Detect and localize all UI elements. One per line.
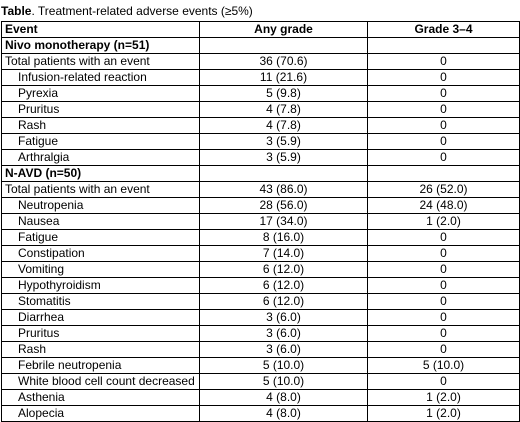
grade-3-4-cell: 0 <box>368 102 520 118</box>
grade-3-4-cell: 24 (48.0) <box>368 198 520 214</box>
event-cell: Stomatitis <box>2 294 200 310</box>
header-any-grade: Any grade <box>200 22 368 38</box>
any-grade-cell: 4 (8.0) <box>200 406 368 422</box>
section-title: Nivo monotherapy (n=51) <box>2 38 200 54</box>
table-row <box>2 214 520 230</box>
header-event: Event <box>2 22 200 38</box>
event-cell: Fatigue <box>2 134 200 150</box>
any-grade-cell: 3 (5.9) <box>200 150 368 166</box>
any-grade-cell: 11 (21.6) <box>200 70 368 86</box>
event-cell: Asthenia <box>2 390 200 406</box>
grade-3-4-cell: 26 (52.0) <box>368 182 520 198</box>
adverse-events-table <box>1 21 520 422</box>
any-grade-cell: 4 (8.0) <box>200 390 368 406</box>
any-grade-cell: 3 (6.0) <box>200 310 368 326</box>
any-grade-cell: 6 (12.0) <box>200 294 368 310</box>
event-cell: Fatigue <box>2 230 200 246</box>
grade-3-4-cell: 0 <box>368 118 520 134</box>
event-cell: Total patients with an event <box>2 182 200 198</box>
any-grade-cell: 36 (70.6) <box>200 54 368 70</box>
any-grade-cell: 6 (12.0) <box>200 262 368 278</box>
table-row <box>2 374 520 390</box>
table-row <box>2 118 520 134</box>
event-cell: Vomiting <box>2 262 200 278</box>
table-row <box>2 70 520 86</box>
any-grade-cell: 28 (56.0) <box>200 198 368 214</box>
event-cell: Arthralgia <box>2 150 200 166</box>
grade-3-4-cell: 0 <box>368 150 520 166</box>
grade-3-4-cell: 0 <box>368 230 520 246</box>
any-grade-cell: 4 (7.8) <box>200 118 368 134</box>
any-grade-cell: 8 (16.0) <box>200 230 368 246</box>
any-grade-cell: 6 (12.0) <box>200 278 368 294</box>
section-empty-cell <box>200 38 368 54</box>
section-row <box>2 166 520 182</box>
table-row <box>2 406 520 422</box>
section-empty-cell <box>200 166 368 182</box>
table-row <box>2 54 520 70</box>
table-row <box>2 102 520 118</box>
header-row <box>2 22 520 38</box>
grade-3-4-cell: 0 <box>368 246 520 262</box>
grade-3-4-cell: 0 <box>368 310 520 326</box>
table-row <box>2 134 520 150</box>
any-grade-cell: 5 (9.8) <box>200 86 368 102</box>
grade-3-4-cell: 5 (10.0) <box>368 358 520 374</box>
grade-3-4-cell: 0 <box>368 86 520 102</box>
event-cell: Alopecia <box>2 406 200 422</box>
any-grade-cell: 7 (14.0) <box>200 246 368 262</box>
table-row <box>2 326 520 342</box>
any-grade-cell: 5 (10.0) <box>200 374 368 390</box>
section-row <box>2 38 520 54</box>
grade-3-4-cell: 1 (2.0) <box>368 214 520 230</box>
table-row <box>2 230 520 246</box>
table-row <box>2 358 520 374</box>
grade-3-4-cell: 0 <box>368 342 520 358</box>
table-body <box>2 38 520 422</box>
grade-3-4-cell: 1 (2.0) <box>368 390 520 406</box>
section-title: N-AVD (n=50) <box>2 166 200 182</box>
grade-3-4-cell: 0 <box>368 70 520 86</box>
table-row <box>2 182 520 198</box>
grade-3-4-cell: 0 <box>368 374 520 390</box>
grade-3-4-cell: 0 <box>368 54 520 70</box>
event-cell: Diarrhea <box>2 310 200 326</box>
header-grade-3-4: Grade 3–4 <box>368 22 520 38</box>
event-cell: Pruritus <box>2 326 200 342</box>
table-row <box>2 342 520 358</box>
any-grade-cell: 43 (86.0) <box>200 182 368 198</box>
event-cell: Febrile neutropenia <box>2 358 200 374</box>
table-row <box>2 86 520 102</box>
table-row <box>2 294 520 310</box>
event-cell: Infusion-related reaction <box>2 70 200 86</box>
table-caption <box>1 3 520 19</box>
any-grade-cell: 5 (10.0) <box>200 358 368 374</box>
any-grade-cell: 3 (5.9) <box>200 134 368 150</box>
table-row <box>2 262 520 278</box>
any-grade-cell: 17 (34.0) <box>200 214 368 230</box>
grade-3-4-cell: 0 <box>368 278 520 294</box>
event-cell: Neutropenia <box>2 198 200 214</box>
table-row <box>2 278 520 294</box>
event-cell: Rash <box>2 118 200 134</box>
grade-3-4-cell: 0 <box>368 262 520 278</box>
table-row <box>2 150 520 166</box>
caption-prefix: Table <box>1 4 32 18</box>
event-cell: White blood cell count decreased <box>2 374 200 390</box>
table-row <box>2 246 520 262</box>
section-empty-cell <box>368 166 520 182</box>
grade-3-4-cell: 1 (2.0) <box>368 406 520 422</box>
section-empty-cell <box>368 38 520 54</box>
caption-text: . Treatment-related adverse events (≥5%) <box>31 4 253 18</box>
event-cell: Nausea <box>2 214 200 230</box>
event-cell: Rash <box>2 342 200 358</box>
grade-3-4-cell: 0 <box>368 326 520 342</box>
event-cell: Constipation <box>2 246 200 262</box>
table-row <box>2 198 520 214</box>
event-cell: Pruritus <box>2 102 200 118</box>
any-grade-cell: 3 (6.0) <box>200 326 368 342</box>
event-cell: Hypothyroidism <box>2 278 200 294</box>
any-grade-cell: 4 (7.8) <box>200 102 368 118</box>
grade-3-4-cell: 0 <box>368 134 520 150</box>
table-row <box>2 390 520 406</box>
event-cell: Total patients with an event <box>2 54 200 70</box>
event-cell: Pyrexia <box>2 86 200 102</box>
table-row <box>2 310 520 326</box>
grade-3-4-cell: 0 <box>368 294 520 310</box>
any-grade-cell: 3 (6.0) <box>200 342 368 358</box>
